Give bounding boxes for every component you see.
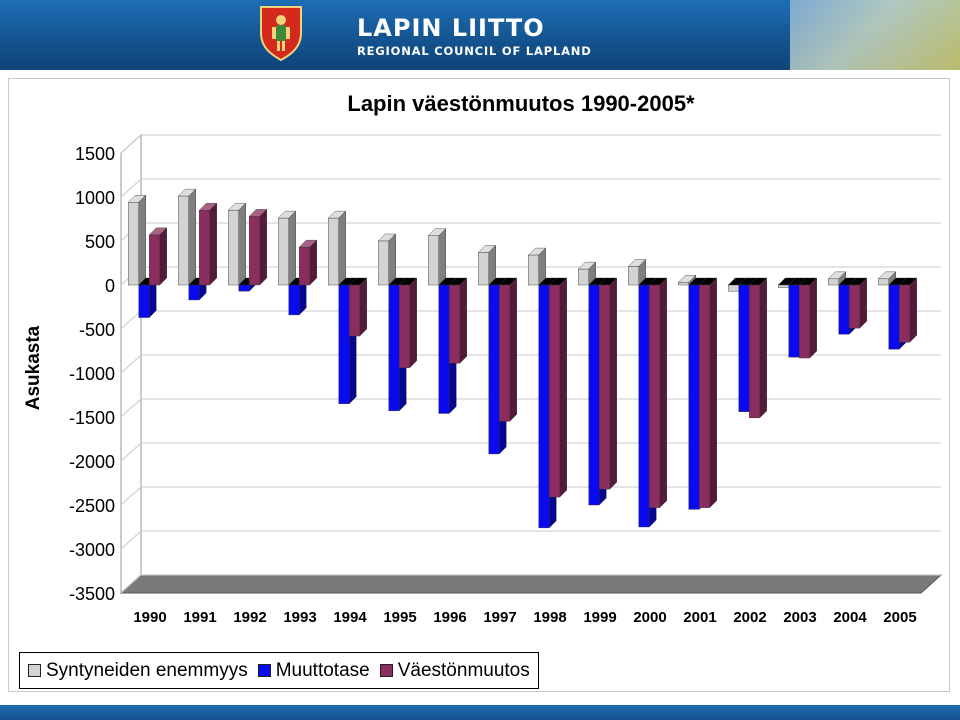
x-tick-label: 2005	[883, 609, 917, 626]
gridline	[121, 443, 941, 461]
bar-v-est-nmuutos-1997	[499, 278, 517, 421]
y-tick-label: -500	[78, 320, 115, 340]
gridline	[121, 355, 941, 373]
x-tick-label: 2004	[833, 609, 867, 626]
x-tick-label: 1991	[183, 609, 217, 626]
bar-syntyneiden-enemmyys-1994	[328, 211, 346, 285]
y-tick-label: 0	[104, 276, 115, 296]
x-tick-label: 1995	[383, 609, 417, 626]
gridline	[121, 531, 941, 549]
x-tick-label: 2003	[783, 609, 817, 626]
coat-of-arms-icon	[258, 3, 304, 61]
bar-syntyneiden-enemmyys-1998	[528, 248, 546, 285]
organization-name: LAPIN LIITTO	[357, 14, 545, 42]
header-decoration	[790, 0, 960, 70]
gridline	[121, 135, 941, 153]
bar-v-est-nmuutos-2003	[799, 278, 817, 358]
x-tick-label: 2000	[633, 609, 667, 626]
bar-v-est-nmuutos-1995	[399, 278, 417, 368]
legend-label: Syntyneiden enemmyys	[46, 659, 248, 681]
floor	[121, 575, 941, 593]
legend-swatch	[380, 664, 393, 677]
y-tick-label: 1000	[74, 188, 115, 208]
y-tick-label: 500	[84, 232, 115, 252]
x-tick-label: 2002	[733, 609, 767, 626]
x-tick-label: 1993	[283, 609, 317, 626]
y-axis-label: Asukasta	[23, 325, 44, 411]
y-tick-label: -2000	[68, 452, 115, 472]
gridline	[121, 311, 941, 329]
footer-bar	[0, 705, 960, 720]
y-tick-label: -3000	[68, 540, 115, 560]
chart-title: Lapin väestönmuutos 1990-2005*	[347, 91, 695, 116]
x-tick-label: 1997	[483, 609, 517, 626]
x-tick-label: 1994	[333, 609, 367, 626]
x-tick-label: 1992	[233, 609, 267, 626]
x-tick-label: 1998	[533, 609, 567, 626]
bar-v-est-nmuutos-1990	[149, 228, 167, 285]
chart-svg	[9, 79, 949, 691]
y-tick-label: -1500	[68, 408, 115, 428]
x-tick-labels	[133, 609, 916, 626]
bar-v-est-nmuutos-2005	[899, 278, 917, 342]
x-tick-label: 1999	[583, 609, 617, 626]
legend	[19, 652, 539, 689]
bar-v-est-nmuutos-1998	[549, 278, 567, 497]
bar-v-est-nmuutos-2004	[849, 278, 867, 328]
legend-item	[380, 660, 530, 682]
y-tick-labels	[69, 144, 115, 604]
y-tick-label: -3500	[68, 584, 115, 604]
bar-v-est-nmuutos-1999	[599, 278, 617, 489]
y-tick-label: -2500	[68, 496, 115, 516]
legend-item	[28, 660, 248, 682]
gridline	[121, 179, 941, 197]
bar-syntyneiden-enemmyys-1991	[178, 189, 196, 285]
gridline	[121, 399, 941, 417]
bar-v-est-nmuutos-1994	[349, 278, 367, 336]
legend-swatch	[258, 664, 271, 677]
bar-syntyneiden-enemmyys-1993	[278, 211, 296, 285]
bar-syntyneiden-enemmyys-1996	[428, 229, 446, 285]
gridline	[121, 487, 941, 505]
bar-v-est-nmuutos-1992	[249, 209, 267, 285]
bar-syntyneiden-enemmyys-1992	[228, 203, 246, 285]
bar-v-est-nmuutos-1996	[449, 278, 467, 363]
bar-v-est-nmuutos-2002	[749, 278, 767, 418]
bar-v-est-nmuutos-2000	[649, 278, 667, 508]
bar-v-est-nmuutos-1991	[199, 203, 217, 285]
x-tick-label: 2001	[683, 609, 717, 626]
bar-syntyneiden-enemmyys-1995	[378, 234, 396, 285]
bar-syntyneiden-enemmyys-1997	[478, 245, 496, 285]
x-tick-label: 1996	[433, 609, 467, 626]
legend-item	[258, 660, 370, 682]
bar-v-est-nmuutos-1993	[299, 240, 317, 285]
y-tick-label: 1500	[74, 144, 115, 164]
legend-label: Väestönmuutos	[397, 659, 530, 681]
chart-area	[8, 78, 950, 692]
bar-syntyneiden-enemmyys-1990	[128, 195, 146, 285]
organization-subtitle: REGIONAL COUNCIL OF LAPLAND	[357, 44, 592, 58]
legend-swatch	[28, 664, 41, 677]
bar-v-est-nmuutos-2001	[699, 278, 717, 508]
bars	[128, 189, 917, 528]
x-tick-label: 1990	[133, 609, 167, 626]
y-tick-label: -1000	[68, 364, 115, 384]
legend-label: Muuttotase	[275, 659, 370, 681]
